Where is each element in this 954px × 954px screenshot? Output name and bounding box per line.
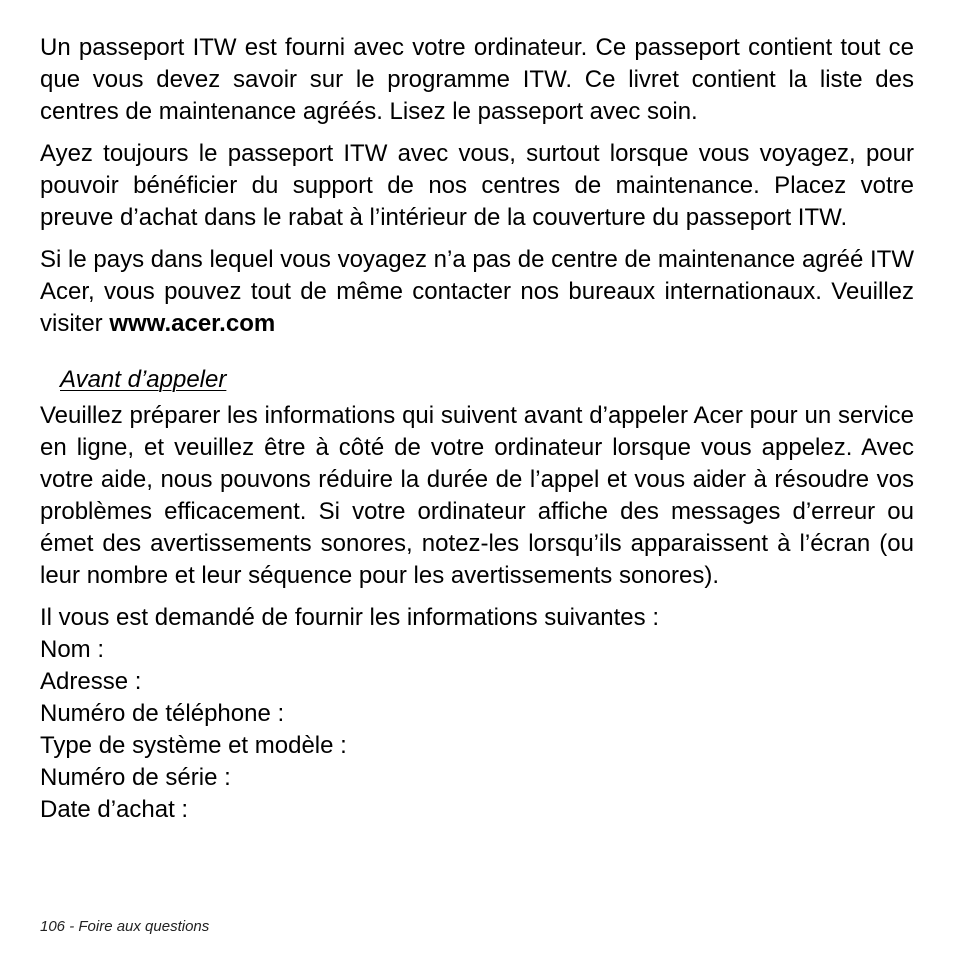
info-field-name: Nom : <box>40 636 105 663</box>
paragraph-passport-intro: Un passeport ITW est fourni avec votre ordinateur. Ce passeport contient tout ce que vous devez savoir sur le programme ITW. Ce livret contient la liste des centres de maintenance agréés. Lisez le passeport avec soin. <box>40 34 914 125</box>
info-field-list <box>40 634 914 826</box>
info-field-phone: Numéro de téléphone : <box>40 700 285 727</box>
info-list-intro: Il vous est demandé de fournir les informations suivantes : <box>40 604 659 631</box>
acer-website-link[interactable]: www.acer.com <box>109 310 276 337</box>
paragraph-international-offices <box>40 244 914 340</box>
document-body <box>40 32 914 826</box>
international-offices-text: Si le pays dans lequel vous voyagez n’a pas de centre de maintenance agréé ITW Acer, vous pouvez tout de même contacter nos bureaux internationaux. Veuillez visiter <box>40 246 914 337</box>
section-heading-before-calling: Avant d’appeler <box>60 366 227 393</box>
info-field-serial-number: Numéro de série : <box>40 764 231 791</box>
info-field-address: Adresse : <box>40 668 142 695</box>
page-footer: 106 - Foire aux questions <box>40 918 210 935</box>
info-field-purchase-date: Date d’achat : <box>40 796 189 823</box>
info-field-system-model: Type de système et modèle : <box>40 732 347 759</box>
paragraph-before-calling: Veuillez préparer les informations qui suivent avant d’appeler Acer pour un service en ligne, et veuillez être à côté de votre ordinateur lorsque vous appelez. Avec votre aide, nous pouvons réduire la durée de l’appel et vous aider à résoudre vos problèmes efficacement. Si votre ordinateur affiche des messages d’erreur ou émet des avertissements sonores, notez-les lorsqu’ils apparaissent à l’écran (ou leur nombre et leur séquence pour les avertissements sonores). <box>40 402 914 589</box>
paragraph-passport-travel: Ayez toujours le passeport ITW avec vous, surtout lorsque vous voyagez, pour pouvoir bénéficier du support de nos centres de maintenance. Placez votre preuve d’achat dans le rabat à l’intérieur de la couverture du passeport ITW. <box>40 140 914 231</box>
